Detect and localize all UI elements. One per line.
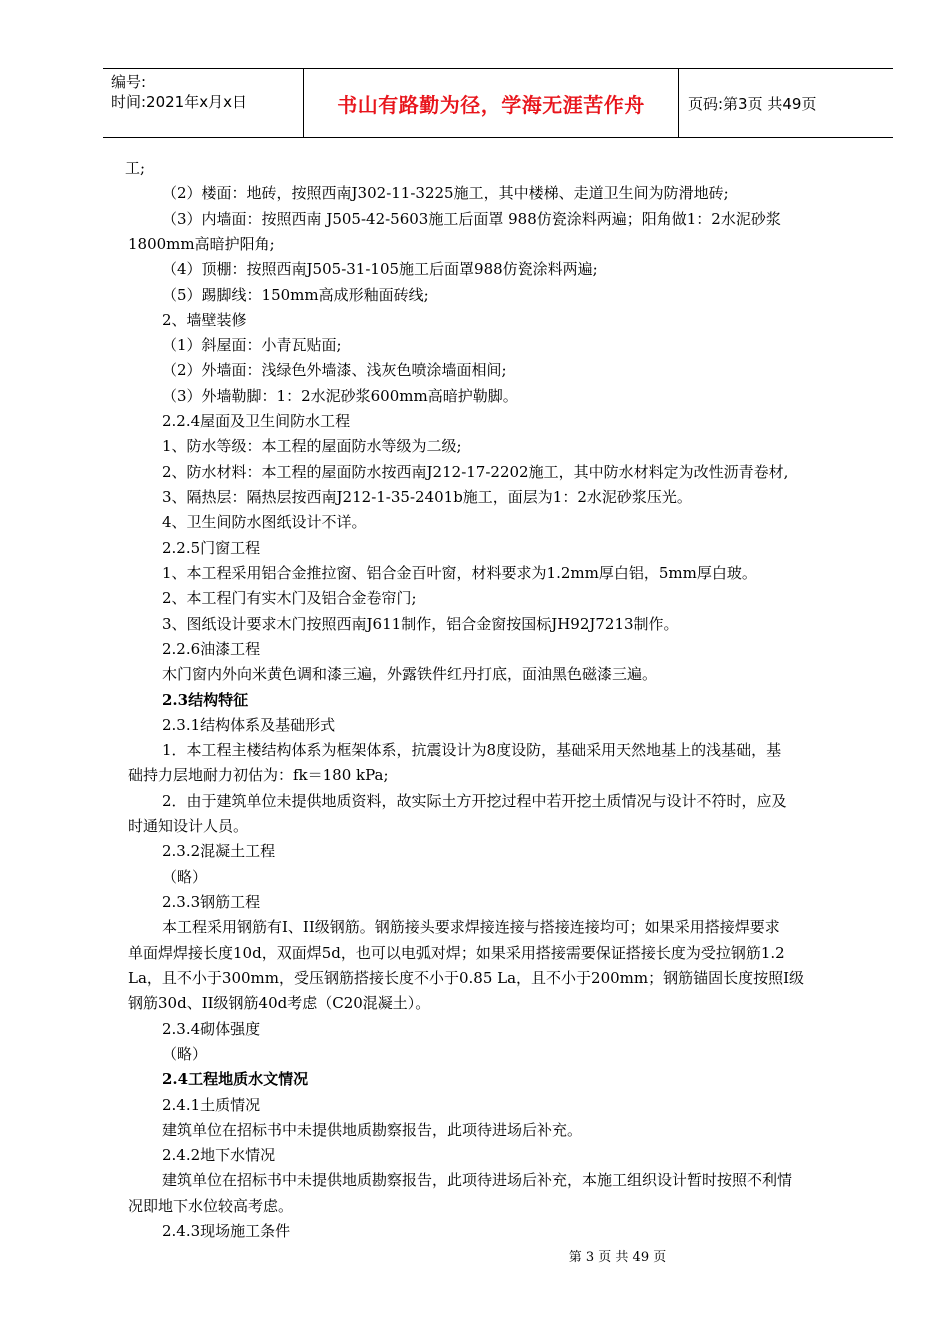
section-heading: 2、墙壁装修 <box>162 311 247 329</box>
text-line: 时通知设计人员。 <box>128 817 249 835</box>
text-line: 建筑单位在招标书中未提供地质勘察报告，此项待进场后补充，本施工组织设计暂时按照不利情 <box>162 1171 793 1189</box>
section-heading: 2.2.4屋面及卫生间防水工程 <box>162 412 351 430</box>
section-heading: 2.3.4砌体强度 <box>162 1020 261 1038</box>
text-line: 建筑单位在招标书中未提供地质勘察报告，此项待进场后补充。 <box>162 1121 583 1139</box>
text-line: 础持力层地耐力初估为：fk＝180 kPa; <box>128 766 389 784</box>
text-line: La，且不小于300mm，受压钢筋搭接长度不小于0.85 La，且不小于200mm；钢筋锚固长度按照I级 <box>128 969 805 987</box>
text-line: 工; <box>125 159 146 177</box>
text-line: 2、本工程门有实木门及铝合金卷帘门; <box>162 589 417 607</box>
text-line: （略） <box>162 1045 208 1063</box>
section-heading: 2.2.6油漆工程 <box>162 640 261 658</box>
text-line: （3）外墙勒脚：1：2水泥砂浆600mm高暗护勒脚。 <box>162 387 518 405</box>
text-line: 4、卫生间防水图纸设计不详。 <box>162 513 367 531</box>
text-line: 单面焊焊接长度10d，双面焊5d，也可以电弧对焊；如果采用搭接需要保证搭接长度为受拉钢筋1.2 <box>128 944 785 962</box>
text-line: 1、防水等级：本工程的屋面防水等级为二级; <box>162 437 462 455</box>
page-header <box>103 68 893 138</box>
header-slogan: 书山有路勤为径，学海无涯苦作舟 <box>337 92 645 117</box>
page-footer: 第 3 页 共 49 页 <box>568 1250 667 1265</box>
section-heading: 2.3.3钢筋工程 <box>162 893 261 911</box>
section-heading: 2.4.2地下水情况 <box>162 1146 276 1164</box>
section-heading-bold: 2.3结构特征 <box>162 691 249 709</box>
section-heading-bold: 2.4工程地质水文情况 <box>162 1070 309 1088</box>
text-line: 况即地下水位较高考虑。 <box>128 1197 294 1215</box>
text-line: 1、本工程采用铝合金推拉窗、铝合金百叶窗，材料要求为1.2mm厚白铝，5mm厚白玻。 <box>162 564 757 582</box>
text-line: 3、隔热层：隔热层按西南J212-1-35-2401b施工，面层为1：2水泥砂浆压光。 <box>162 488 692 506</box>
document-time-label: 时间:2021年x月x日 <box>111 93 247 111</box>
section-heading: 2.3.2混凝土工程 <box>162 842 276 860</box>
text-line: 木门窗内外向米黄色调和漆三遍，外露铁件红丹打底，面油黑色磁漆三遍。 <box>162 665 658 683</box>
section-heading: 2.2.5门窗工程 <box>162 539 261 557</box>
text-line: 2、防水材料：本工程的屋面防水按西南J212-17-2202施工，其中防水材料定为改性沥青卷材, <box>162 463 789 481</box>
text-line: 3、图纸设计要求木门按照西南J611制作，铝合金窗按国标JH92J7213制作。 <box>162 615 679 633</box>
text-line: （2）楼面：地砖，按照西南J302-11-3225施工，其中楼梯、走道卫生间为防滑地砖; <box>162 184 729 202</box>
header-info-cell <box>103 69 303 137</box>
section-heading: 2.4.1土质情况 <box>162 1096 261 1114</box>
section-heading: 2.4.3现场施工条件 <box>162 1222 291 1240</box>
text-line: 本工程采用钢筋有I、II级钢筋。钢筋接头要求焊接连接与搭接连接均可；如果采用搭接焊要求 <box>162 918 780 936</box>
text-line: （4）顶棚：按照西南J505-31-105施工后面罩988仿瓷涂料两遍; <box>162 260 598 278</box>
header-page-cell <box>678 69 893 137</box>
text-line: 1．本工程主楼结构体系为框架体系，抗震设计为8度设防，基础采用天然地基上的浅基础，基 <box>162 741 782 759</box>
text-line: 1800mm高暗护阳角; <box>128 235 275 253</box>
header-slogan-cell <box>303 69 679 137</box>
text-line: （1）斜屋面：小青瓦贴面; <box>162 336 342 354</box>
text-line: 钢筋30d、II级钢筋40d考虑（C20混凝土）。 <box>128 994 431 1012</box>
header-page-number: 页码:第3页 共49页 <box>688 94 817 113</box>
text-line: （5）踢脚线：150mm高成形釉面砖线; <box>162 286 429 304</box>
text-line: 2．由于建筑单位未提供地质资料，故实际土方开挖过程中若开挖土质情况与设计不符时，应及 <box>162 792 787 810</box>
document-number-label: 编号: <box>111 73 147 91</box>
section-heading: 2.3.1结构体系及基础形式 <box>162 716 336 734</box>
text-line: （2）外墙面：浅绿色外墙漆、浅灰色喷涂墙面相间; <box>162 361 507 379</box>
text-line: （3）内墙面：按照西南 J505-42-5603施工后面罩 988仿瓷涂料两遍；阳角做1：2水泥砂浆 <box>162 210 781 228</box>
text-line: （略） <box>162 868 208 886</box>
